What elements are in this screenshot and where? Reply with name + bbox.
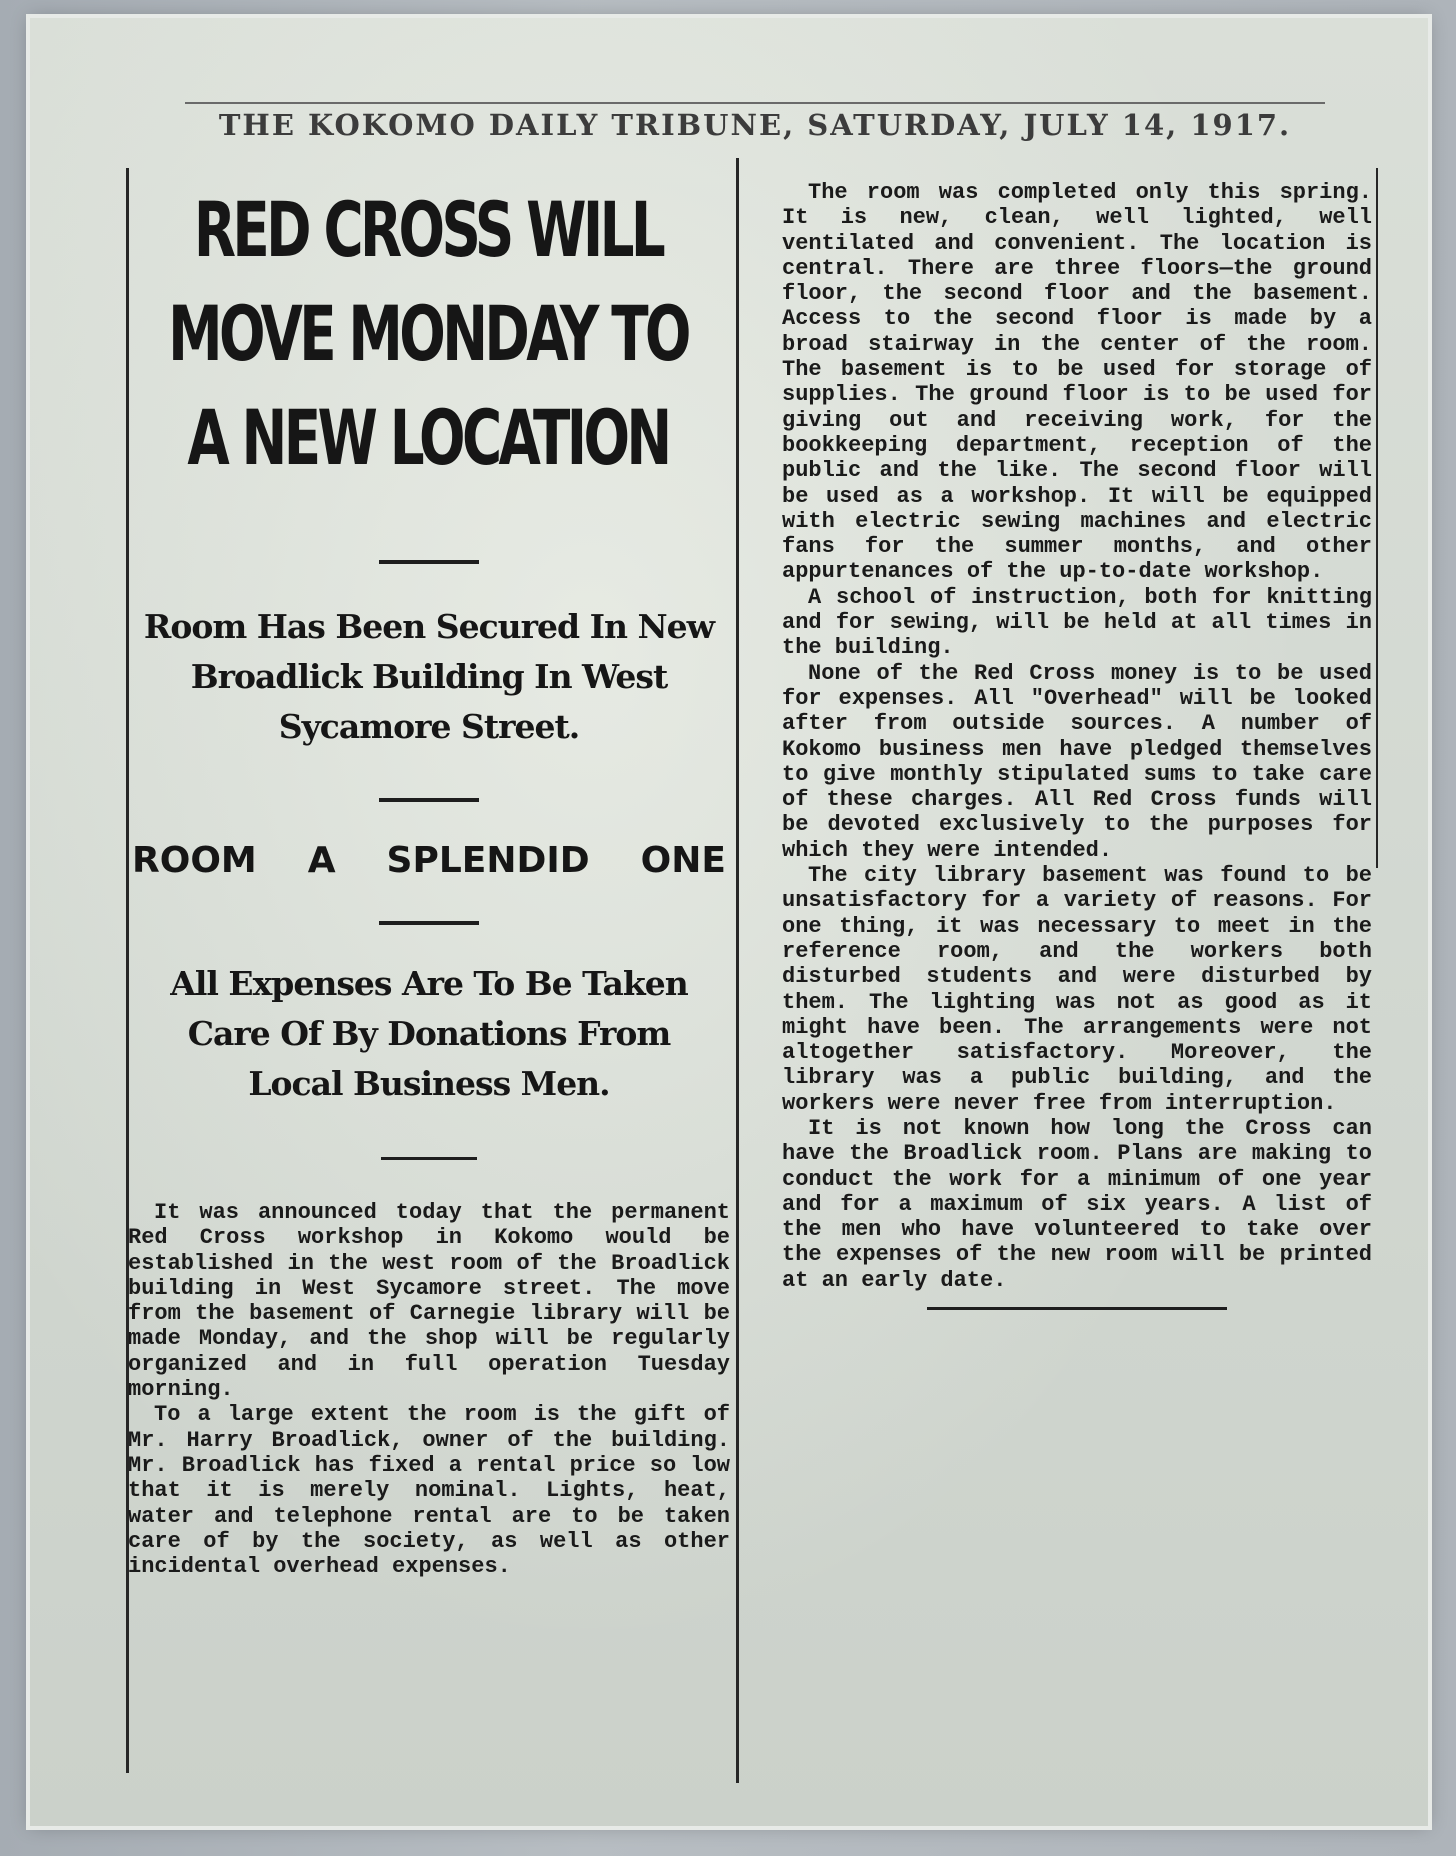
paragraph: The room was completed only this spring. It is new, clean, well lighted, well ventilated and convenient. The location is central. There are three floors—the ground floor, the second floor and the basement. Access to the second floor is made by a broad stairway in the center of the room. The basement is to be used for storage of supplies. The ground floor is to be used for giving out and receiving work, for the bookkeeping department, reception of the public and the like. The second floor will be used as a workshop. It will be equipped with electric sewing machines and electric fans for the summer months, and other appurtenances of the up-to-date workshop.	[782, 180, 1372, 585]
subhead-word: ONE	[640, 840, 726, 881]
paragraph: None of the Red Cross money is to be used for expenses. All "Overhead" will be looked after from outside sources. A number of Kokomo business men have pledged themselves to give monthly stipulated sums to take care of these charges. All Red Cross funds will be devoted exclusively to the purposes for which they were intended.	[782, 660, 1372, 863]
left-column	[128, 168, 730, 1579]
paragraph: To a large extent the room is the gift of Mr. Harry Broadlick, owner of the building. Mr. Broadlick has fixed a rental price so low that it is merely nominal. Lights, heat, water and telephone rental are to be taken care of by the society, as well as other incidental overhead expenses.	[128, 1402, 730, 1580]
subhead-word: ROOM	[132, 840, 257, 881]
paragraph: It is not known how long the Cross can have the Broadlick room. Plans are making to conduct the work for a minimum of one year and for a maximum of six years. A list of the men who have volunteered to take over the expenses of the new room will be printed at an early date.	[782, 1115, 1372, 1293]
masthead: THE KOKOMO DAILY TRIBUNE, SATURDAY, JULY 14, 1917.	[218, 108, 1292, 142]
headline-line-2: MOVE MONDAY TO	[168, 289, 688, 378]
masthead-rule	[185, 102, 1325, 104]
headline-line-3: A NEW LOCATION	[187, 393, 669, 482]
headline-line-1: RED CROSS WILL	[193, 185, 663, 274]
subhead-room-splendid	[128, 840, 730, 881]
left-body-text	[128, 1200, 730, 1579]
deck-expenses	[128, 959, 730, 1109]
deck-expenses-line-1: All Expenses Are To Be Taken	[170, 964, 688, 1003]
deck-secured	[128, 602, 730, 752]
headline	[133, 178, 723, 508]
paragraph: The city library basement was found to be unsatisfactory for a variety of reasons. For one thing, it was necessary to meet in the reference room, and the workers both disturbed students and were disturbed by them. The lighting was not as good as it might have been. The arrangements were not altogether satisfactory. Moreover, the library was a public building, and the workers were never free from interruption.	[782, 863, 1372, 1116]
right-border-rule	[1376, 168, 1378, 868]
paragraph: A school of instruction, both for knitting and for sewing, will be held at all times in the building.	[782, 584, 1372, 661]
deck-secured-line-3: Sycamore Street.	[278, 707, 580, 746]
deck-secured-line-1: Room Has Been Secured In New	[143, 607, 715, 646]
subhead-word: SPLENDID	[386, 840, 590, 881]
paragraph: It was announced today that the permanent Red Cross workshop in Kokomo would be established in the west room of the Broadlick building in West Sycamore street. The move from the basement of Carnegie library will be made Monday, and the shop will be regularly organized and in full operation Tuesday morning.	[128, 1200, 730, 1403]
subhead-word: A	[307, 840, 336, 881]
newspaper-clipping	[30, 18, 1428, 1826]
deck-expenses-line-2: Care Of By Donations From	[187, 1014, 671, 1053]
end-of-article-rule	[927, 1307, 1227, 1310]
right-body-text	[782, 180, 1372, 1293]
right-column	[782, 180, 1372, 1310]
deck-secured-line-2: Broadlick Building In West	[190, 657, 668, 696]
column-divider-rule	[736, 158, 739, 1783]
deck-expenses-line-3: Local Business Men.	[248, 1064, 610, 1103]
